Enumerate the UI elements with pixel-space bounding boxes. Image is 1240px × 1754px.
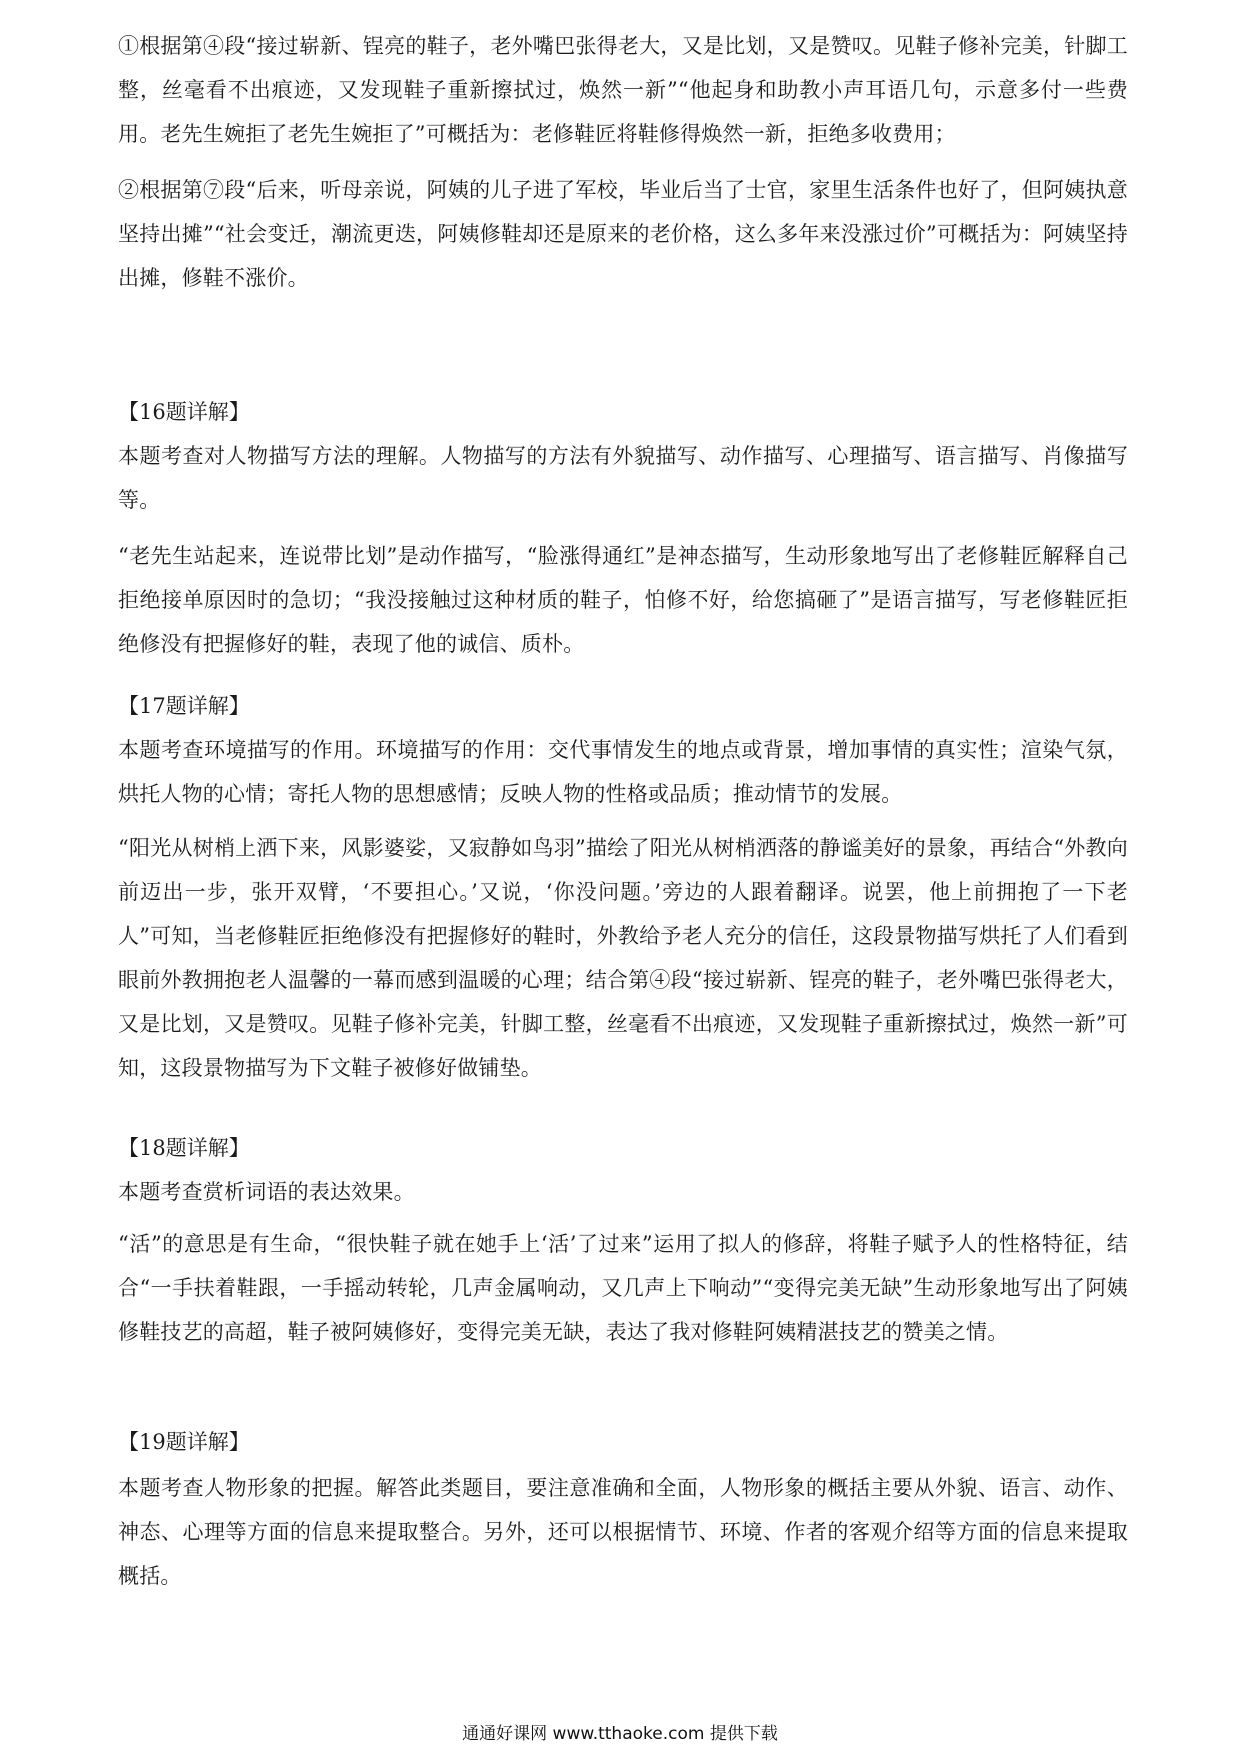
explanation-paragraph-16b: “老先生站起来，连说带比划”是动作描写，“脸涨得通红”是神态描写，生动形象地写出了老修鞋匠解释自己拒绝接单原因时的急切；“我没接触过这种材质的鞋子，怕修不好，给您搞砸了”是语言描写，写老修鞋匠拒绝修没有把握修好的鞋，表现了他的诚信、质朴。 (118, 544, 1128, 656)
section-heading-17: 【17题详解】 (118, 694, 250, 718)
explanation-paragraph-18b: “活”的意思是有生命，“很快鞋子就在她手上‘活’了过来”运用了拟人的修辞，将鞋子赋予人的性格特征，结合“一手扶着鞋跟，一手摇动转轮，几声金属响动，又几声上下响动”“变得完美无缺”生动形象地写出了阿姨修鞋技艺的高超，鞋子被阿姨修好，变得完美无缺，表达了我对修鞋阿姨精湛技艺的赞美之情。 (118, 1232, 1128, 1344)
section-heading-16: 【16题详解】 (118, 400, 250, 424)
answer-paragraph-1: ①根据第④段“接过崭新、锃亮的鞋子，老外嘴巴张得老大，又是比划，又是赞叹。见鞋子修补完美，针脚工整，丝毫看不出痕迹，又发现鞋子重新擦拭过，焕然一新”“他起身和助教小声耳语几句，示意多付一些费用。老先生婉拒了老先生婉拒了”可概括为：老修鞋匠将鞋修得焕然一新，拒绝多收费用； (118, 34, 1128, 146)
explanation-paragraph-16a: 本题考查对人物描写方法的理解。人物描写的方法有外貌描写、动作描写、心理描写、语言描写、肖像描写等。 (118, 444, 1128, 512)
section-heading-18: 【18题详解】 (118, 1136, 250, 1160)
explanation-paragraph-17a: 本题考查环境描写的作用。环境描写的作用：交代事情发生的地点或背景，增加事情的真实性；渲染气氛，烘托人物的心情；寄托人物的思想感情；反映人物的性格或品质；推动情节的发展。 (118, 738, 1128, 806)
footer-watermark: 通通好课网 www.tthaoke.com 提供下载 (462, 1724, 778, 1744)
explanation-paragraph-19: 本题考查人物形象的把握。解答此类题目，要注意准确和全面，人物形象的概括主要从外貌、语言、动作、神态、心理等方面的信息来提取整合。另外，还可以根据情节、环境、作者的客观介绍等方面的信息来提取概括。 (118, 1476, 1128, 1588)
section-heading-19: 【19题详解】 (118, 1430, 250, 1454)
explanation-paragraph-17b: “阳光从树梢上洒下来，风影婆娑，又寂静如鸟羽”描绘了阳光从树梢洒落的静谧美好的景象，再结合“外教向前迈出一步，张开双臂，‘不要担心。’又说，‘你没问题。’旁边的人跟着翻译。说罢，他上前拥抱了一下老人”可知，当老修鞋匠拒绝修没有把握修好的鞋时，外教给予老人充分的信任，这段景物描写烘托了人们看到眼前外教拥抱老人温馨的一幕而感到温暖的心理；结合第④段“接过崭新、锃亮的鞋子，老外嘴巴张得老大，又是比划，又是赞叹。见鞋子修补完美，针脚工整，丝毫看不出痕迹，又发现鞋子重新擦拭过，焕然一新”可知，这段景物描写为下文鞋子被修好做铺垫。 (118, 836, 1128, 1080)
explanation-paragraph-18a: 本题考查赏析词语的表达效果。 (118, 1180, 415, 1204)
answer-paragraph-2: ②根据第⑦段“后来，听母亲说，阿姨的儿子进了军校，毕业后当了士官，家里生活条件也好了，但阿姨执意坚持出摊”“社会变迁，潮流更迭，阿姨修鞋却还是原来的老价格，这么多年来没涨过价”可概括为：阿姨坚持出摊，修鞋不涨价。 (118, 178, 1128, 290)
